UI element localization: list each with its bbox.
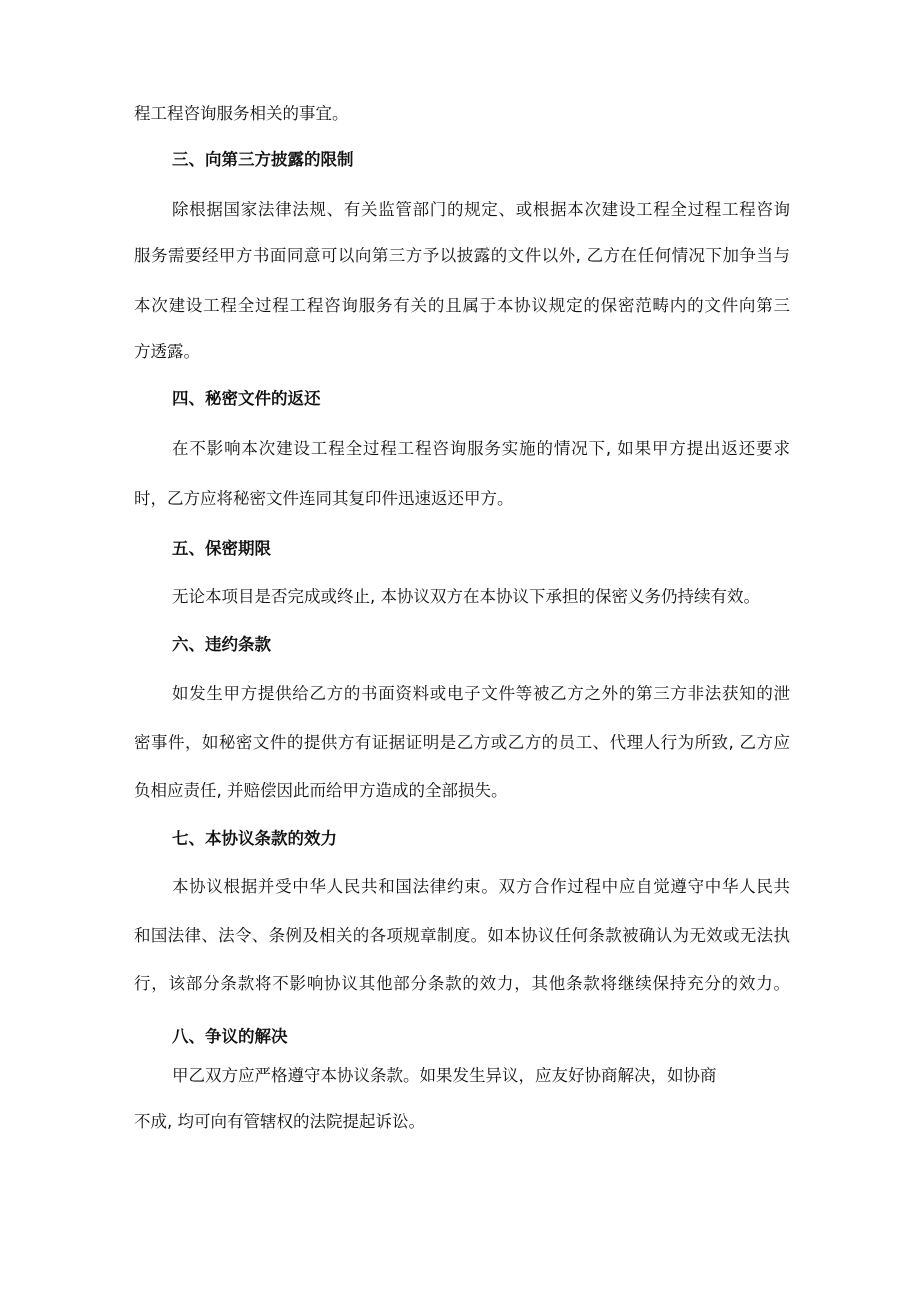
paragraph-line: 无论本项目是否完成或终止, 本协议双方在本协议下承担的保密义务仍持续有效。 bbox=[172, 587, 760, 606]
paragraph-line: 方透露。 bbox=[134, 342, 200, 361]
paragraph-line: 不成, 均可向有管辖权的法院提起诉讼。 bbox=[134, 1112, 425, 1131]
section-heading-3: 三、向第三方披露的限制 bbox=[172, 150, 354, 169]
paragraph-line: 如发生甲方提供给乙方的书面资料或电子文件等被乙方之外的第三方非法获知的泄 bbox=[172, 684, 790, 703]
paragraph-line: 时，乙方应将秘密文件连同其复印件迅速返还甲方。 bbox=[134, 489, 514, 508]
paragraph-line: 本协议根据并受中华人民共和国法律约束。双方合作过程中应自觉遵守中华人民共 bbox=[172, 877, 790, 896]
paragraph-line: 在不影响本次建设工程全过程工程咨询服务实施的情况下, 如果甲方提出返还要求 bbox=[172, 439, 790, 458]
paragraph-line: 程工程咨询服务相关的事宜。 bbox=[134, 104, 349, 123]
paragraph-line: 负相应责任, 并赔偿因此而给甲方造成的全部损失。 bbox=[134, 781, 508, 800]
paragraph-line: 本次建设工程全过程工程咨询服务有关的且属于本协议规定的保密范畴内的文件向第三 bbox=[134, 296, 790, 315]
paragraph-line: 除根据国家法律法规、有关监管部门的规定、或根据本次建设工程全过程工程咨询 bbox=[172, 200, 790, 219]
section-heading-4: 四、秘密文件的返还 bbox=[172, 389, 321, 408]
paragraph-line: 甲乙双方应严格遵守本协议条款。如果发生异议，应友好协商解决，如协商 bbox=[172, 1066, 717, 1085]
section-heading-7: 七、本协议条款的效力 bbox=[172, 829, 337, 848]
section-heading-8: 八、争议的解决 bbox=[172, 1027, 288, 1046]
paragraph-line: 行，该部分条款将不影响协议其他部分条款的效力，其他条款将继续保持充分的效力。 bbox=[134, 974, 790, 993]
paragraph-line: 服务需要经甲方书面同意可以向第三方予以披露的文件以外, 乙方在任何情况下加争当与 bbox=[134, 246, 790, 265]
paragraph-line: 密事件，如秘密文件的提供方有证据证明是乙方或乙方的员工、代理人行为所致, 乙方应 bbox=[134, 733, 790, 752]
section-heading-5: 五、保密期限 bbox=[172, 539, 271, 558]
section-heading-6: 六、违约条款 bbox=[172, 635, 271, 654]
paragraph-line: 和国法律、法令、条例及相关的各项规章制度。如本协议任何条款被确认为无效或无法执 bbox=[134, 926, 790, 945]
